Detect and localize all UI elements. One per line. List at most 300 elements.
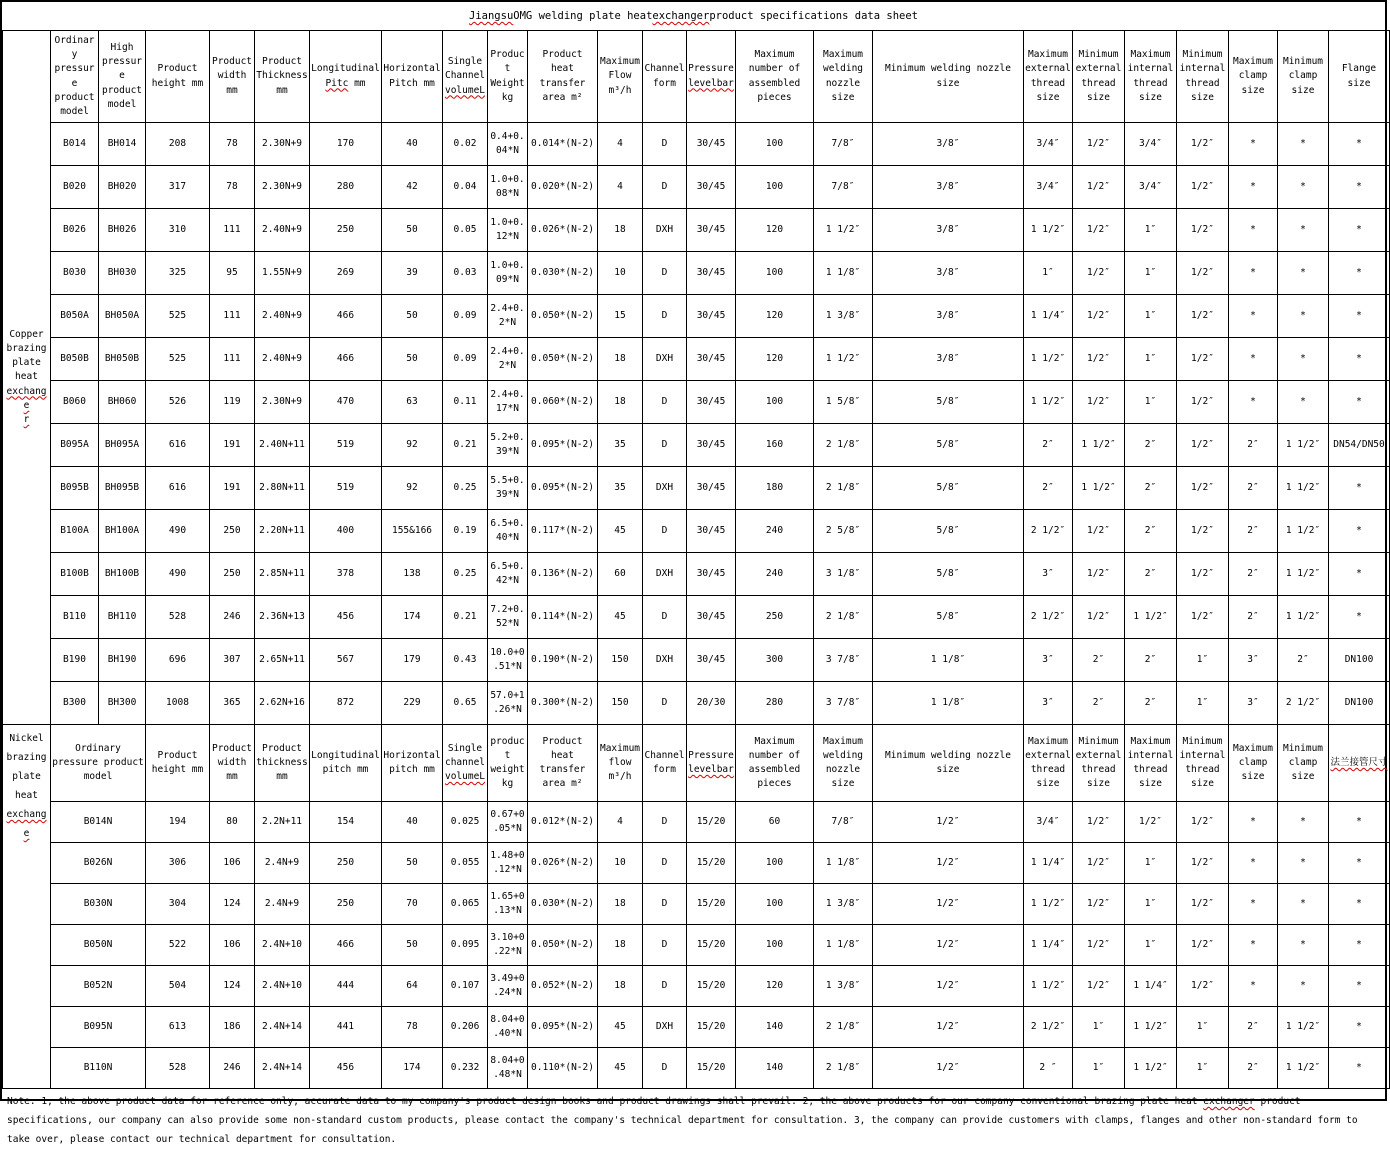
model-cell: B095A: [51, 424, 99, 467]
data-cell: 3/4″: [1125, 123, 1177, 166]
data-cell: 64: [382, 966, 443, 1007]
data-cell: 1/2″: [1073, 510, 1125, 553]
data-cell: 30/45: [687, 252, 736, 295]
data-cell: 1 1/2″: [1278, 1007, 1329, 1048]
data-cell: 18: [598, 209, 643, 252]
header-cell: Minimum internal thread size: [1177, 31, 1229, 123]
data-cell: 2 1/2″: [1024, 596, 1073, 639]
data-cell: 1/2″: [1177, 209, 1229, 252]
data-cell: BH014: [99, 123, 146, 166]
misspelled-token: volumeL: [444, 84, 486, 96]
model-cell: B020: [51, 166, 99, 209]
header-cell: Maximum Flow m³/h: [598, 31, 643, 123]
data-cell: 40: [382, 123, 443, 166]
data-cell: 0.095*(N-2): [528, 424, 598, 467]
data-cell: 2.30N+9: [255, 166, 310, 209]
model-cell: B300: [51, 682, 99, 725]
data-cell: 155&166: [382, 510, 443, 553]
data-cell: 111: [210, 338, 255, 381]
data-cell: 1 1/4″: [1024, 295, 1073, 338]
data-cell: 106: [210, 843, 255, 884]
copper-section: [3, 31, 1390, 725]
data-cell: 1/2″: [1177, 843, 1229, 884]
data-cell: 2.4N+9: [255, 843, 310, 884]
header-cell: Minimum external thread size: [1073, 725, 1125, 802]
data-cell: 0.025: [443, 802, 488, 843]
data-cell: 3 7/8″: [814, 639, 873, 682]
data-cell: 2 5/8″: [814, 510, 873, 553]
data-cell: 1/2″: [1177, 966, 1229, 1007]
data-cell: D: [643, 682, 687, 725]
data-cell: 1 1/2″: [1278, 424, 1329, 467]
data-cell: 0.050*(N-2): [528, 338, 598, 381]
data-cell: 466: [310, 295, 382, 338]
data-cell: 15/20: [687, 966, 736, 1007]
data-cell: 0.19: [443, 510, 488, 553]
table-row: [3, 295, 1390, 338]
data-cell: 10: [598, 252, 643, 295]
data-cell: *: [1229, 884, 1278, 925]
data-cell: 45: [598, 1048, 643, 1089]
header-cell: Maximum clamp size: [1229, 31, 1278, 123]
data-cell: 174: [382, 1048, 443, 1089]
data-cell: 30/45: [687, 596, 736, 639]
data-cell: 2″: [1073, 682, 1125, 725]
data-cell: BH050B: [99, 338, 146, 381]
data-cell: DXH: [643, 467, 687, 510]
data-cell: D: [643, 596, 687, 639]
data-cell: DXH: [643, 1007, 687, 1048]
data-cell: 2.4+0.2*N: [488, 338, 528, 381]
data-cell: D: [643, 966, 687, 1007]
data-cell: 3.10+0.22*N: [488, 925, 528, 966]
data-cell: 1″: [1024, 252, 1073, 295]
model-cell: B050N: [51, 925, 146, 966]
data-cell: 2.36N+13: [255, 596, 310, 639]
data-cell: 3/4″: [1024, 166, 1073, 209]
data-cell: 1″: [1177, 682, 1229, 725]
data-cell: *: [1329, 252, 1390, 295]
data-cell: DN100: [1329, 682, 1390, 725]
data-cell: 42: [382, 166, 443, 209]
data-cell: 300: [736, 639, 814, 682]
data-cell: DN100: [1329, 639, 1390, 682]
data-cell: 7/8″: [814, 123, 873, 166]
header-cell: Channel form: [643, 31, 687, 123]
header-cell: Maximum flow m³/h: [598, 725, 643, 802]
header-cell: Pressure levelbar: [687, 31, 736, 123]
data-cell: 444: [310, 966, 382, 1007]
header-cell: Ordinary pressure product model: [51, 31, 99, 123]
data-cell: 1/2″: [873, 843, 1024, 884]
data-cell: 60: [598, 553, 643, 596]
misspelled-token: Pitc: [325, 77, 349, 89]
header-cell: Product heat transfer area m²: [528, 31, 598, 123]
data-cell: 106: [210, 925, 255, 966]
data-cell: 0.020*(N-2): [528, 166, 598, 209]
data-cell: 70: [382, 884, 443, 925]
data-cell: BH110: [99, 596, 146, 639]
data-cell: 194: [146, 802, 210, 843]
data-cell: *: [1329, 966, 1390, 1007]
data-cell: 0.03: [443, 252, 488, 295]
data-cell: 1 1/2″: [1125, 1007, 1177, 1048]
data-cell: 0.050*(N-2): [528, 295, 598, 338]
header-cell: Pressure levelbar: [687, 725, 736, 802]
table-row: [3, 123, 1390, 166]
data-cell: 1/2″: [873, 802, 1024, 843]
header-cell: Single channel volumeL: [443, 725, 488, 802]
data-cell: 2 1/8″: [814, 596, 873, 639]
data-cell: 1.0+0.08*N: [488, 166, 528, 209]
data-cell: *: [1229, 338, 1278, 381]
data-cell: 1.48+0.12*N: [488, 843, 528, 884]
data-cell: 0.026*(N-2): [528, 843, 598, 884]
header-cell: Minimum welding nozzle size: [873, 31, 1024, 123]
data-cell: 50: [382, 338, 443, 381]
data-cell: 1 1/2″: [1024, 209, 1073, 252]
data-cell: 92: [382, 424, 443, 467]
data-cell: 30/45: [687, 209, 736, 252]
data-cell: 1 1/8″: [814, 925, 873, 966]
data-cell: 1/2″: [1073, 843, 1125, 884]
data-cell: 3 1/8″: [814, 553, 873, 596]
data-cell: 50: [382, 209, 443, 252]
data-cell: 2″: [1125, 424, 1177, 467]
data-cell: 1 1/2″: [1125, 1048, 1177, 1089]
model-cell: B030N: [51, 884, 146, 925]
data-cell: 1.55N+9: [255, 252, 310, 295]
data-cell: 10: [598, 843, 643, 884]
data-cell: 186: [210, 1007, 255, 1048]
data-cell: 2 1/8″: [814, 424, 873, 467]
data-cell: D: [643, 1048, 687, 1089]
table-row: [3, 467, 1390, 510]
data-cell: 3/8″: [873, 209, 1024, 252]
data-cell: 365: [210, 682, 255, 725]
data-cell: 18: [598, 884, 643, 925]
data-cell: 30/45: [687, 467, 736, 510]
section-label-line: [4, 413, 49, 427]
data-cell: 5/8″: [873, 467, 1024, 510]
table-row: [3, 884, 1390, 925]
data-cell: 0.21: [443, 596, 488, 639]
data-cell: 250: [210, 553, 255, 596]
section-label-line: heat: [15, 790, 38, 801]
data-cell: 250: [736, 596, 814, 639]
data-cell: 2.4+0.17*N: [488, 381, 528, 424]
model-cell: B110: [51, 596, 99, 639]
data-cell: 2.4N+10: [255, 925, 310, 966]
header-cell: product weight kg: [488, 725, 528, 802]
data-cell: *: [1229, 252, 1278, 295]
data-cell: 1″: [1125, 884, 1177, 925]
data-cell: D: [643, 252, 687, 295]
data-cell: 1 1/2″: [1073, 424, 1125, 467]
table-row: [3, 510, 1390, 553]
data-cell: 0.095*(N-2): [528, 1007, 598, 1048]
data-cell: 160: [736, 424, 814, 467]
data-cell: 170: [310, 123, 382, 166]
data-cell: *: [1278, 209, 1329, 252]
data-cell: 3 7/8″: [814, 682, 873, 725]
data-cell: 0.050*(N-2): [528, 925, 598, 966]
data-cell: 50: [382, 295, 443, 338]
data-cell: D: [643, 295, 687, 338]
data-cell: 1/2″: [1177, 925, 1229, 966]
data-cell: 0.190*(N-2): [528, 639, 598, 682]
data-cell: 1/2″: [1177, 166, 1229, 209]
data-cell: 3″: [1024, 553, 1073, 596]
table-row: [3, 682, 1390, 725]
section-label-line: [4, 805, 49, 843]
model-cell: B014: [51, 123, 99, 166]
header-cell: Single Channel volumeL: [443, 31, 488, 123]
data-cell: 1 1/8″: [873, 682, 1024, 725]
data-cell: 30/45: [687, 381, 736, 424]
data-cell: *: [1278, 295, 1329, 338]
data-cell: *: [1229, 966, 1278, 1007]
data-cell: 280: [736, 682, 814, 725]
data-cell: 1.0+0.12*N: [488, 209, 528, 252]
data-cell: DN54/DN50: [1329, 424, 1390, 467]
data-cell: 696: [146, 639, 210, 682]
data-cell: 1/2″: [1073, 802, 1125, 843]
data-cell: 1/2″: [1177, 802, 1229, 843]
data-cell: 2.4N+14: [255, 1048, 310, 1089]
data-cell: D: [643, 166, 687, 209]
data-cell: 2.65N+11: [255, 639, 310, 682]
table-row: [3, 209, 1390, 252]
data-cell: 0.21: [443, 424, 488, 467]
data-cell: 2.80N+11: [255, 467, 310, 510]
data-cell: 2″: [1229, 1048, 1278, 1089]
model-cell: B110N: [51, 1048, 146, 1089]
data-cell: 456: [310, 596, 382, 639]
header-row: [3, 31, 1390, 123]
data-cell: 45: [598, 596, 643, 639]
data-cell: 0.09: [443, 295, 488, 338]
data-cell: 2.2N+11: [255, 802, 310, 843]
data-cell: 490: [146, 510, 210, 553]
data-cell: BH300: [99, 682, 146, 725]
data-cell: D: [643, 925, 687, 966]
data-cell: 1/2″: [1177, 381, 1229, 424]
table-row: [3, 252, 1390, 295]
data-cell: 1/2″: [1073, 209, 1125, 252]
misspelled-token: 法兰接管尺寸: [1330, 756, 1388, 768]
data-cell: BH100A: [99, 510, 146, 553]
data-cell: 0.67+0.05*N: [488, 802, 528, 843]
data-cell: 1 1/8″: [814, 252, 873, 295]
data-cell: 1/2″: [1073, 553, 1125, 596]
data-cell: 1/2″: [1177, 424, 1229, 467]
data-cell: 5/8″: [873, 596, 1024, 639]
section-label-line: plate: [12, 357, 41, 369]
data-cell: 229: [382, 682, 443, 725]
data-cell: 120: [736, 966, 814, 1007]
data-cell: 0.012*(N-2): [528, 802, 598, 843]
data-cell: 100: [736, 843, 814, 884]
data-cell: 0.026*(N-2): [528, 209, 598, 252]
data-cell: 2″: [1229, 424, 1278, 467]
data-cell: 1/2″: [1073, 925, 1125, 966]
data-cell: 3″: [1229, 639, 1278, 682]
page-title: Jiangsu OMG welding plate heat exchanger product specifications data sheet: [469, 10, 918, 22]
data-cell: 240: [736, 510, 814, 553]
data-cell: 120: [736, 209, 814, 252]
data-cell: 0.095*(N-2): [528, 467, 598, 510]
data-cell: 30/45: [687, 510, 736, 553]
data-cell: 0.4+0.04*N: [488, 123, 528, 166]
data-cell: 7/8″: [814, 802, 873, 843]
data-cell: 78: [210, 166, 255, 209]
data-cell: 250: [310, 884, 382, 925]
header-cell: Minimum welding nozzle size: [873, 725, 1024, 802]
data-cell: 0.060*(N-2): [528, 381, 598, 424]
data-cell: 1 1/2″: [1278, 596, 1329, 639]
data-cell: 250: [310, 209, 382, 252]
data-cell: 1.65+0.13*N: [488, 884, 528, 925]
data-cell: *: [1329, 802, 1390, 843]
data-cell: 154: [310, 802, 382, 843]
data-cell: 1/2″: [1177, 510, 1229, 553]
data-cell: 2.20N+11: [255, 510, 310, 553]
data-cell: 1 1/4″: [1125, 966, 1177, 1007]
data-cell: 1/2″: [873, 1007, 1024, 1048]
model-cell: B026: [51, 209, 99, 252]
data-cell: 317: [146, 166, 210, 209]
data-cell: 30/45: [687, 639, 736, 682]
data-cell: 1″: [1125, 925, 1177, 966]
data-cell: *: [1229, 381, 1278, 424]
data-cell: 2 1/8″: [814, 1007, 873, 1048]
data-cell: 1 1/2″: [1024, 338, 1073, 381]
data-cell: 2 ″: [1024, 1048, 1073, 1089]
data-cell: 8.04+0.40*N: [488, 1007, 528, 1048]
data-cell: *: [1278, 123, 1329, 166]
data-cell: 1″: [1073, 1007, 1125, 1048]
data-cell: 0.25: [443, 553, 488, 596]
data-cell: 2.40N+9: [255, 295, 310, 338]
data-cell: 0.65: [443, 682, 488, 725]
data-cell: 0.107: [443, 966, 488, 1007]
data-cell: 45: [598, 510, 643, 553]
header-cell: Flange size: [1329, 31, 1390, 123]
data-cell: D: [643, 381, 687, 424]
data-cell: 1″: [1177, 1048, 1229, 1089]
data-cell: 40: [382, 802, 443, 843]
data-cell: 2″: [1125, 467, 1177, 510]
data-cell: 2″: [1073, 639, 1125, 682]
data-cell: 174: [382, 596, 443, 639]
data-cell: 1 1/2″: [1278, 1048, 1329, 1089]
data-cell: 613: [146, 1007, 210, 1048]
data-cell: 30/45: [687, 166, 736, 209]
data-cell: *: [1329, 925, 1390, 966]
data-cell: 528: [146, 596, 210, 639]
data-cell: 50: [382, 843, 443, 884]
data-cell: 2″: [1278, 639, 1329, 682]
table-row: [3, 843, 1390, 884]
data-cell: 2″: [1125, 639, 1177, 682]
data-cell: 1008: [146, 682, 210, 725]
table-row: [3, 802, 1390, 843]
data-cell: 15/20: [687, 884, 736, 925]
data-cell: 2.4N+10: [255, 966, 310, 1007]
data-cell: 30/45: [687, 424, 736, 467]
table-row: [3, 1007, 1390, 1048]
data-cell: 119: [210, 381, 255, 424]
misspelled-token: levelbar: [688, 764, 734, 775]
data-cell: 1 1/2″: [814, 338, 873, 381]
data-cell: 4: [598, 802, 643, 843]
data-cell: 1 1/2″: [1073, 467, 1125, 510]
data-cell: 1″: [1125, 843, 1177, 884]
model-cell: B052N: [51, 966, 146, 1007]
model-cell: B190: [51, 639, 99, 682]
data-cell: 466: [310, 925, 382, 966]
data-cell: 1/2″: [873, 884, 1024, 925]
table-row: [3, 338, 1390, 381]
data-cell: 15/20: [687, 1007, 736, 1048]
data-cell: 0.065: [443, 884, 488, 925]
misspelled-token: exchanger: [1203, 1096, 1255, 1107]
data-cell: 1 1/2″: [1024, 381, 1073, 424]
data-cell: *: [1329, 510, 1390, 553]
data-cell: 1/2″: [873, 966, 1024, 1007]
data-cell: 208: [146, 123, 210, 166]
misspelled-token: exchange: [6, 809, 47, 839]
data-cell: 78: [382, 1007, 443, 1048]
header-cell: Product width mm: [210, 31, 255, 123]
data-cell: 35: [598, 424, 643, 467]
data-cell: 872: [310, 682, 382, 725]
data-cell: 0.02: [443, 123, 488, 166]
data-cell: 15: [598, 295, 643, 338]
data-cell: 100: [736, 925, 814, 966]
data-cell: 6.5+0.42*N: [488, 553, 528, 596]
data-cell: D: [643, 123, 687, 166]
data-cell: 1/2″: [1177, 553, 1229, 596]
data-cell: 2.40N+11: [255, 424, 310, 467]
data-cell: DXH: [643, 639, 687, 682]
data-cell: 10.0+0.51*N: [488, 639, 528, 682]
data-cell: *: [1329, 1007, 1390, 1048]
data-cell: 466: [310, 338, 382, 381]
header-cell: Product height mm: [146, 31, 210, 123]
data-cell: 180: [736, 467, 814, 510]
section-label-line: heat: [15, 371, 38, 383]
data-cell: 525: [146, 295, 210, 338]
header-cell: High pressure product model: [99, 31, 146, 123]
data-cell: 150: [598, 682, 643, 725]
data-cell: 120: [736, 295, 814, 338]
header-cell: Channel form: [643, 725, 687, 802]
data-cell: 1/2″: [1073, 596, 1125, 639]
data-cell: 525: [146, 338, 210, 381]
data-cell: 5/8″: [873, 424, 1024, 467]
data-cell: 0.110*(N-2): [528, 1048, 598, 1089]
misspelled-token: exchanger: [652, 10, 710, 22]
data-cell: 5.2+0.39*N: [488, 424, 528, 467]
data-cell: 280: [310, 166, 382, 209]
data-cell: 1/2″: [1073, 123, 1125, 166]
data-cell: 4: [598, 123, 643, 166]
data-cell: 0.014*(N-2): [528, 123, 598, 166]
data-cell: 100: [736, 123, 814, 166]
data-cell: BH100B: [99, 553, 146, 596]
